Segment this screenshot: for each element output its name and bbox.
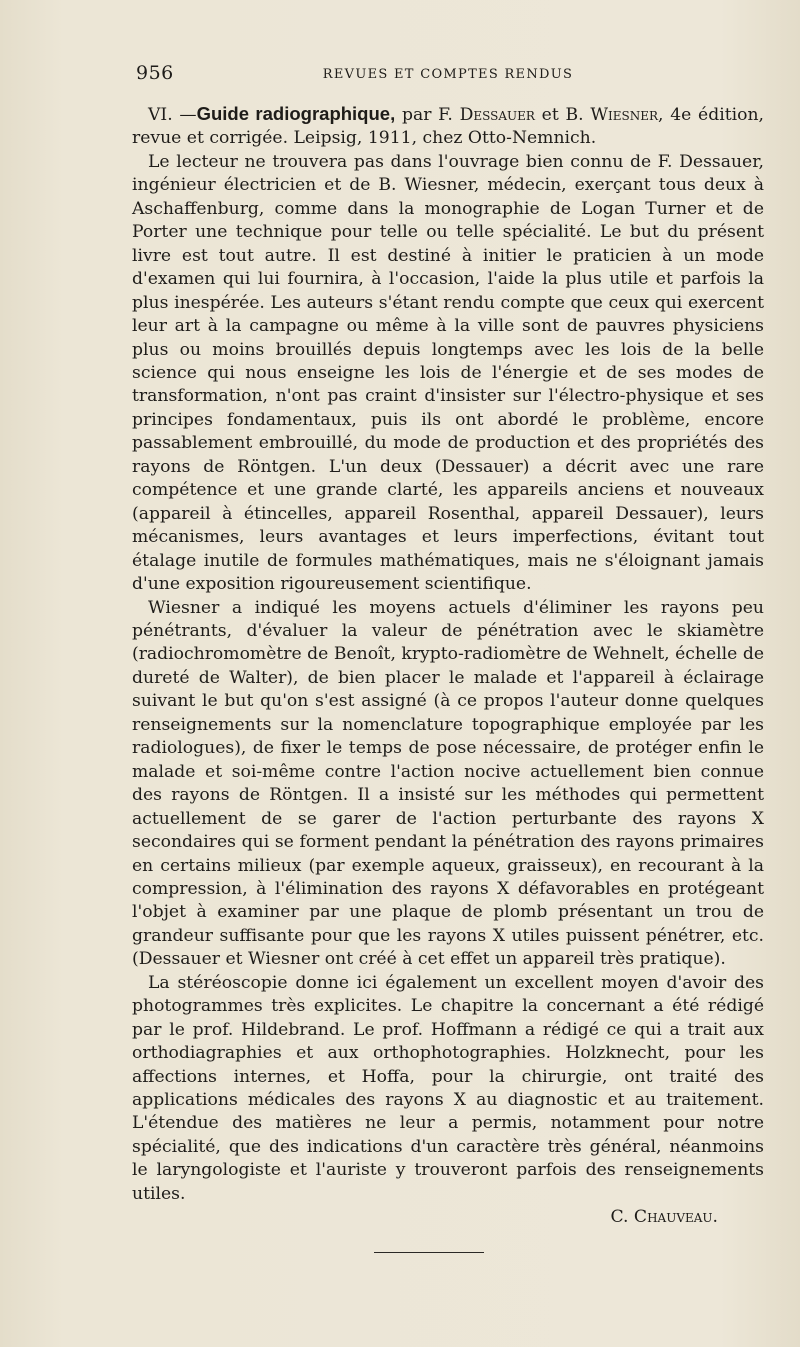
review-body bbox=[132, 102, 764, 1230]
end-rule bbox=[374, 1252, 484, 1253]
page-header bbox=[132, 62, 764, 92]
review-paragraph: Wiesner a indiqué les moyens actuels d'éliminer les rayons peu pénétrants, d'évaluer la valeur de pénétration avec le skiamètre (radiochromomètre de Benoît, krypto-radiomètre de Wehnelt, échelle de dureté de Walter), de bien placer le malade et l'appareil à éclairage suivant le but qu'on s'est assigné (à ce propos l'auteur donne quelques renseignements sur la nomenclature topographique employée par les radiologues), de fixer le temps de pose nécessaire, de protéger enfin le malade et soi-même contre l'action nocive actuellement bien connue des rayons de Röntgen. Il a insisté sur les méthodes qui permettent actuellement de se garer de l'action perturbante des rayons X secondaires qui se forment pendant la pénétration des rayons primaires en certains milieux (par exemple aqueux, graisseux), en recourant à la compression, à l'élimination des rayons X défavorables en protégeant l'objet à examiner par une plaque de plomb présentant un trou de grandeur suffisante pour que les rayons X utiles puissent pénétrer, etc. (Dessauer et Wiesner ont créé à cet effet un appareil très pratique). bbox=[132, 597, 764, 970]
review-paragraph: La stéréoscopie donne ici également un excellent moyen d'avoir des photogrammes très explicites. Le chapitre la concernant a été rédigé par le prof. Hildebrand. Le prof. Hoffmann a rédigé ce qui a trait aux orthodiagraphies et aux orthophotographies. Holzknecht, pour les affections internes, et Hoffa, pour la chirurgie, ont traité des applications médicales des rayons X au diagnostic et au traitement. L'étendue des matières ne leur a permis, notamment pour notre spécialité, que des indications d'un caractère très général, néanmoins le laryngologiste et l'auriste y trouveront parfois des renseignements utiles. bbox=[132, 972, 764, 1204]
author-wiesner: Wiesner bbox=[590, 105, 659, 125]
entry-by: par F. bbox=[395, 105, 460, 125]
review-paragraph: Le lecteur ne trouvera pas dans l'ouvrage bien connu de F. Dessauer, ingénieur électricien et de B. Wiesner, médecin, exerçant tous deux à Aschaffenburg, comme dans la monographie de Logan Turner et de Porter une technique pour telle ou telle spécialité. Le but du présent livre est tout autre. Il est destiné à initier le praticien à un mode d'examen qui lui fournira, à l'occasion, l'aide la plus utile et parfois la plus inespérée. Les auteurs s'étant rendu compte que ceux qui exercent leur art à la campagne ou même à la ville sont de pauvres physiciens plus ou moins brouillés depuis longtemps avec les lois de la belle science qui nous enseigne les lois de l'énergie et de ses modes de transformation, n'ont pas craint d'insister sur l'électro-physique et ses principes fondamentaux, puis ils ont abordé le problème, encore passablement embrouillé, du mode de production et des propriétés des rayons de Röntgen. L'un deux (Dessauer) a décrit avec une rare compétence et une grande clarté, les appareils anciens et nouveaux (appareil à étincelles, appareil Rosenthal, appareil Dessauer), leurs mécanismes, leurs avantages et leurs imperfections, évitant tout étalage inutile de formules mathématiques, mais ne s'éloignant jamais d'une exposition rigoureusement scientifique. bbox=[132, 151, 764, 595]
entry-number: VI. — bbox=[148, 105, 197, 125]
running-head: REVUES ET COMPTES RENDUS bbox=[322, 67, 574, 82]
entry-and: et B. bbox=[534, 105, 591, 125]
book-title: Guide radiographique, bbox=[196, 103, 396, 124]
author-dessauer: Dessauer bbox=[459, 105, 535, 125]
publication-details: , 4e édition, revue et corrigée. Leipsig, 1911, chez Otto-Nemnich. bbox=[132, 105, 765, 149]
page-number: 956 bbox=[136, 62, 174, 84]
reviewer-signature: C. Chauveau. bbox=[610, 1207, 718, 1228]
review-entry-heading bbox=[132, 102, 764, 151]
